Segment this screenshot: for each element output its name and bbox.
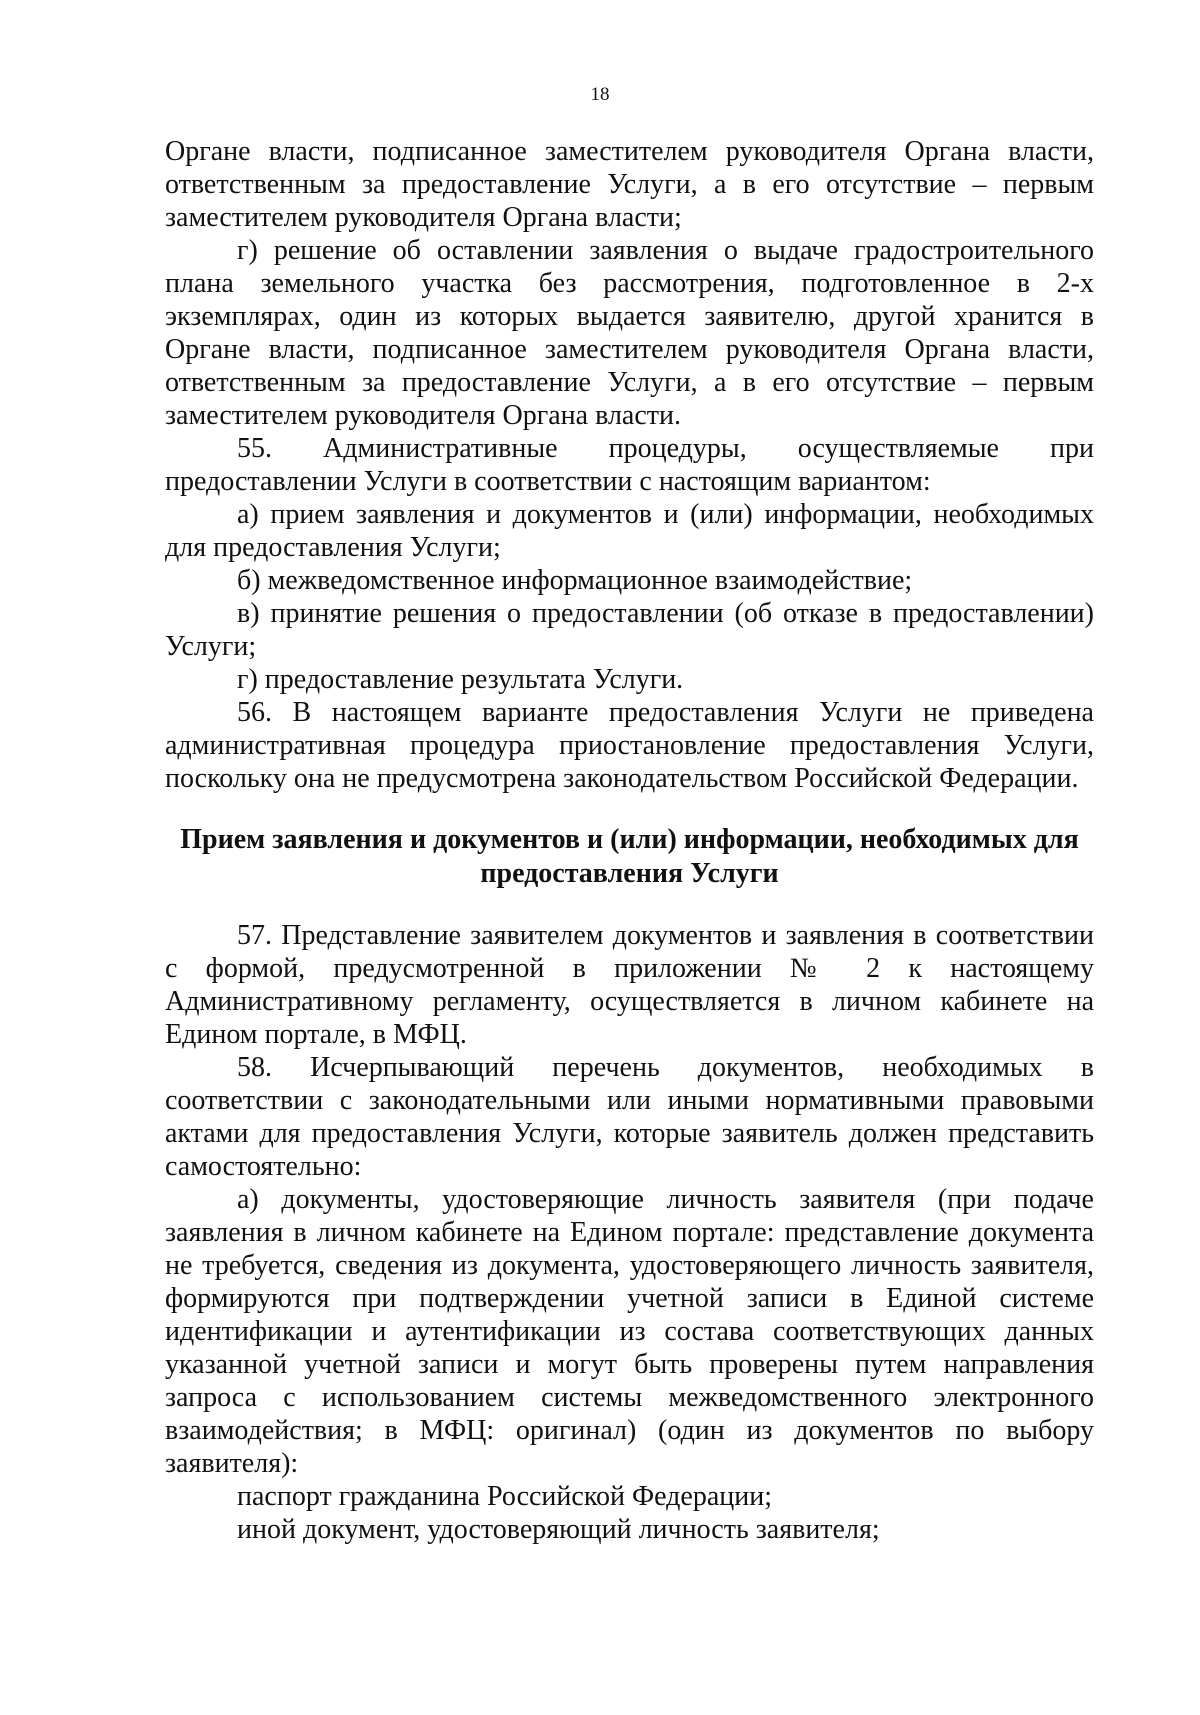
list-item: паспорт гражданина Российской Федерации; (237, 1481, 773, 1512)
section-heading: Прием заявления и документов и (или) информации, необходимых для предоставления Услуги (180, 824, 1079, 889)
paragraph-58-a: а) документы, удостоверяющие личность заявителя (при подаче заявления в личном кабинете на Едином портале: представление документа не требуется, сведения из документа, удостоверяющего личность заявителя, формируются при подтверждении учетной записи в Единой системе идентификации и аутентификации из состава соответствующих данных указанной учетной записи и могут быть проверены путем направления запроса с использованием системы межведомственного электронного взаимодействия; в МФЦ: оригинал) (один из документов по выбору заявителя): (165, 1184, 1094, 1479)
paragraph-55: 55. Административные процедуры, осуществляемые при предоставлении Услуги в соответствии с настоящим вариантом: (165, 433, 1094, 497)
paragraph-55-b: б) межведомственное информационное взаимодействие; (237, 565, 913, 596)
list-item: иной документ, удостоверяющий личность заявителя; (237, 1514, 880, 1545)
paragraph-continuation: Органе власти, подписанное заместителем руководителя Органа власти, ответственным за предоставление Услуги, а в его отсутствие – первым заместителем руководителя Органа власти; (165, 136, 1094, 233)
page-number: 18 (590, 84, 610, 105)
paragraph-58: 58. Исчерпывающий перечень документов, необходимых в соответствии с законодательными или иными нормативными правовыми актами для предоставления Услуги, которые заявитель должен представить самостоятельно: (165, 1052, 1094, 1182)
paragraph-55-v: в) принятие решения о предоставлении (об отказе в предоставлении) Услуги; (165, 598, 1094, 662)
paragraph-57: 57. Представление заявителем документов и заявления в соответствии с формой, предусмотренной в приложении № 2 к настоящему Административному регламенту, осуществляется в личном кабинете на Едином портале, в МФЦ. (165, 920, 1094, 1050)
paragraph-55-a: а) прием заявления и документов и (или) информации, необходимых для предоставления Услуги; (165, 499, 1094, 563)
document-body (165, 135, 1094, 1546)
paragraph-56: 56. В настоящем варианте предоставления Услуги не приведена административная процедура приостановление предоставления Услуги, поскольку она не предусмотрена законодательством Российской Федерации. (165, 697, 1094, 794)
paragraph-item-g-refusal: г) решение об оставлении заявления о выдаче градостроительного плана земельного участка без рассмотрения, подготовленное в 2-х экземплярах, один из которых выдается заявителю, другой хранится в Органе власти, подписанное заместителем руководителя Органа власти, ответственным за предоставление Услуги, а в его отсутствие – первым заместителем руководителя Органа власти. (165, 235, 1094, 431)
paragraph-55-g: г) предоставление результата Услуги. (237, 664, 684, 695)
